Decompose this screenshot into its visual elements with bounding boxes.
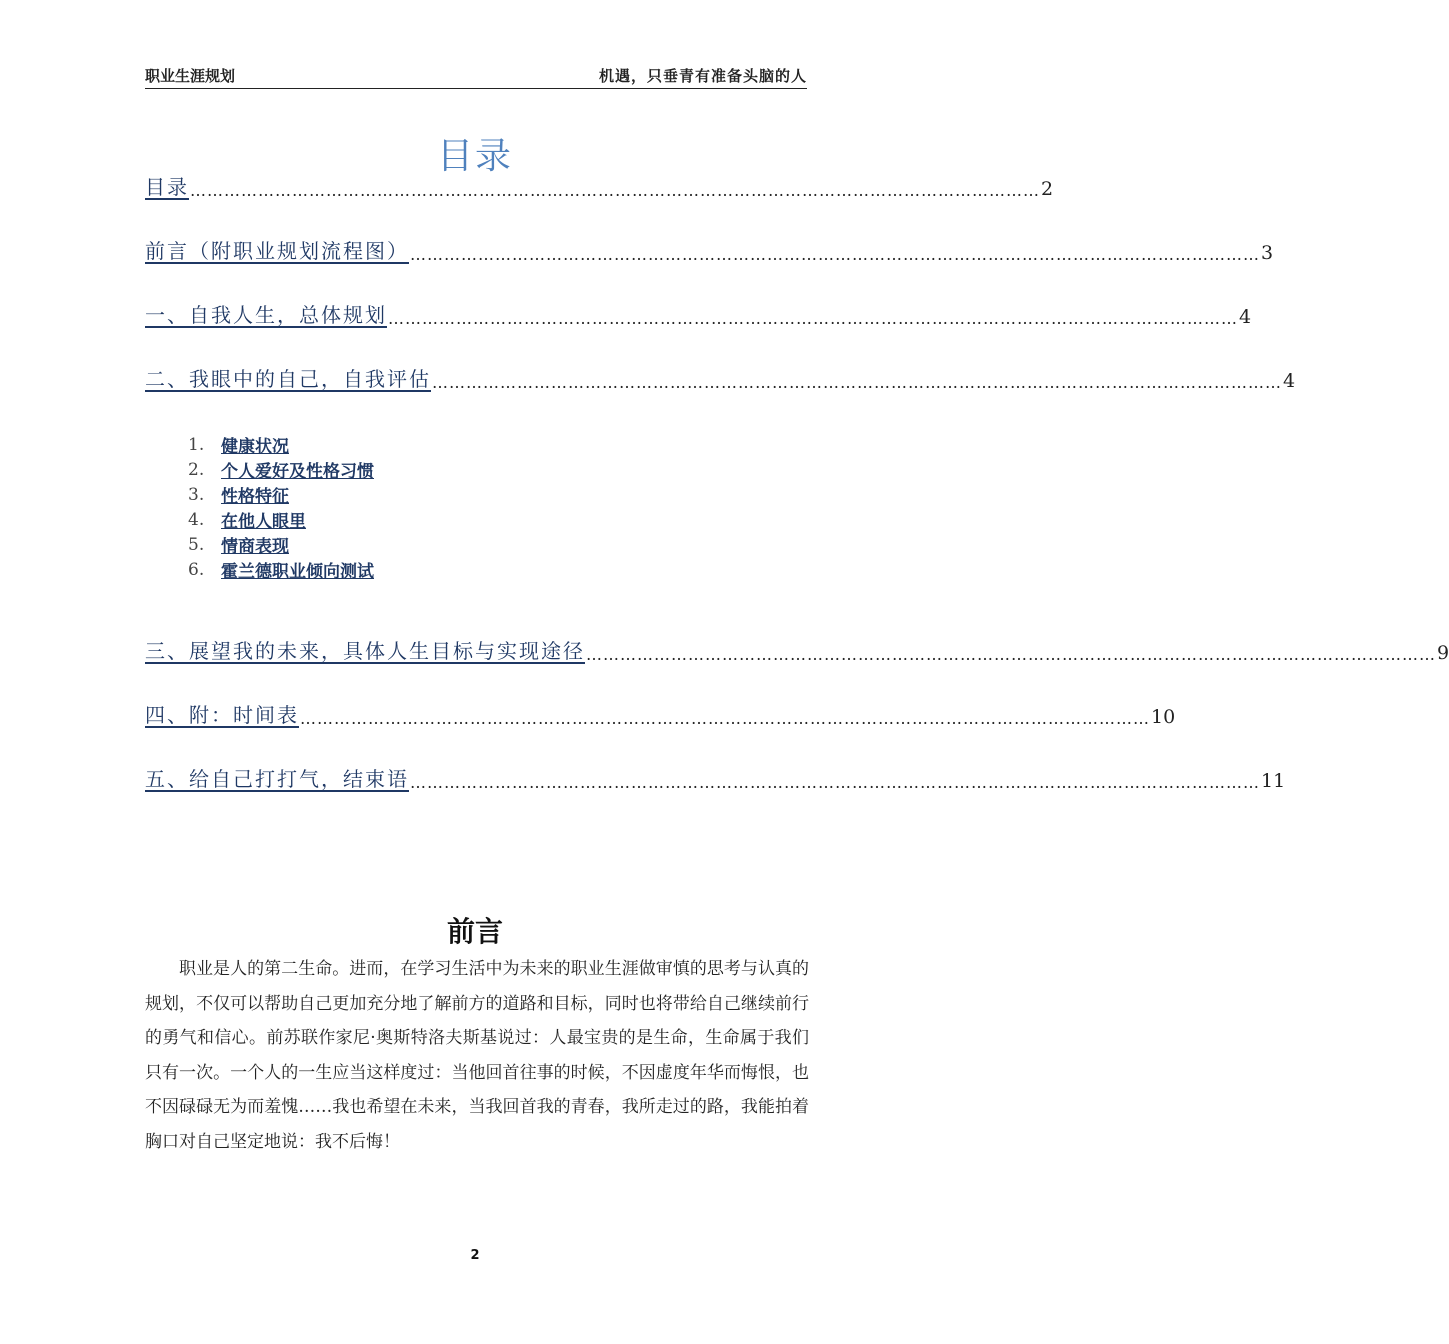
list-item-link[interactable]: 个人爱好及性格习惯 xyxy=(221,462,374,482)
list-item-number: 5. xyxy=(188,534,205,555)
toc-page-number: 11 xyxy=(1261,770,1286,792)
list-item[interactable] xyxy=(188,557,374,582)
toc-entry-label[interactable]: 四、附：时间表 xyxy=(145,703,299,727)
toc-page-number: 4 xyxy=(1283,370,1296,392)
toc-leader-dots: …………………………………………………………………………………………………………………………………… xyxy=(432,373,1282,392)
toc-leader-dots: …………………………………………………………………………………………………………………………………… xyxy=(410,245,1260,264)
page-number: 2 xyxy=(470,1248,480,1263)
list-item-number: 2. xyxy=(188,459,205,480)
list-item[interactable] xyxy=(188,457,374,482)
toc-entry-label[interactable]: 五、给自己打打气，结束语 xyxy=(145,767,409,791)
toc-leader-dots: …………………………………………………………………………………………………………………………………… xyxy=(586,645,1436,664)
toc-entry-label[interactable]: 三、展望我的未来，具体人生目标与实现途径 xyxy=(145,639,585,663)
toc-page-number: 10 xyxy=(1151,706,1176,728)
list-item[interactable] xyxy=(188,532,374,557)
list-item-number: 4. xyxy=(188,509,205,530)
toc-entry-section-1[interactable] xyxy=(145,298,1252,328)
list-item[interactable] xyxy=(188,507,374,532)
list-item-link[interactable]: 霍兰德职业倾向测试 xyxy=(221,562,374,582)
toc-entry-section-2[interactable] xyxy=(145,362,1296,392)
header-right-motto: 机遇，只垂青有准备头脑的人 xyxy=(598,67,807,85)
toc-page-number: 9 xyxy=(1437,642,1449,664)
toc-entry-label[interactable]: 二、我眼中的自己，自我评估 xyxy=(145,367,431,391)
list-item-link[interactable]: 性格特征 xyxy=(221,487,289,507)
list-item[interactable] xyxy=(188,432,374,457)
toc-entry-section-4[interactable] xyxy=(145,698,1176,728)
list-item-number: 6. xyxy=(188,559,205,580)
page-header xyxy=(145,62,807,89)
toc-entry-label[interactable]: 前言（附职业规划流程图） xyxy=(145,239,409,263)
toc-entry-preface[interactable] xyxy=(145,234,1274,264)
toc-entry-section-5[interactable] xyxy=(145,762,1286,792)
header-left-title: 职业生涯规划 xyxy=(145,67,236,85)
toc-entry-section-3[interactable] xyxy=(145,634,1449,664)
preface-paragraph: 职业是人的第二生命。进而，在学习生活中为未来的职业生涯做审慎的思考与认真的规划，不仅可以帮助自己更加充分地了解前方的道路和目标，同时也将带给自己继续前行的勇气和信心。前苏联作家尼·奥斯特洛夫斯基说过：人最宝贵的是生命，生命属于我们只有一次。一个人的一生应当这样度过：当他回首往事的时候，不因虚度年华而悔恨，也不因碌碌无为而羞愧……我也希望在未来，当我回首我的青春，我所走过的路，我能拍着胸口对自己坚定地说：我不后悔！ xyxy=(145,959,809,1152)
preface-heading: 前言 xyxy=(446,915,503,948)
list-item-number: 3. xyxy=(188,484,205,505)
toc-leader-dots: …………………………………………………………………………………………………………………………………… xyxy=(300,709,1150,728)
toc-leader-dots: …………………………………………………………………………………………………………………………………… xyxy=(410,773,1260,792)
toc-entry-contents[interactable] xyxy=(145,170,1054,200)
toc-page-number: 3 xyxy=(1261,242,1274,264)
toc-title: 目录 xyxy=(436,136,513,177)
toc-leader-dots: …………………………………………………………………………………………………………………………………… xyxy=(190,181,1040,200)
toc-entry-label[interactable]: 目录 xyxy=(145,175,189,199)
list-item[interactable] xyxy=(188,482,374,507)
toc-page-number: 4 xyxy=(1239,306,1252,328)
list-item-number: 1. xyxy=(188,434,205,455)
list-item-link[interactable]: 情商表现 xyxy=(221,537,289,557)
toc-leader-dots: …………………………………………………………………………………………………………………………………… xyxy=(388,309,1238,328)
toc-subsection-list xyxy=(188,432,374,582)
toc-entry-label[interactable]: 一、自我人生，总体规划 xyxy=(145,303,387,327)
list-item-link[interactable]: 在他人眼里 xyxy=(221,512,306,532)
list-item-link[interactable]: 健康状况 xyxy=(221,437,289,457)
toc-page-number: 2 xyxy=(1041,178,1054,200)
